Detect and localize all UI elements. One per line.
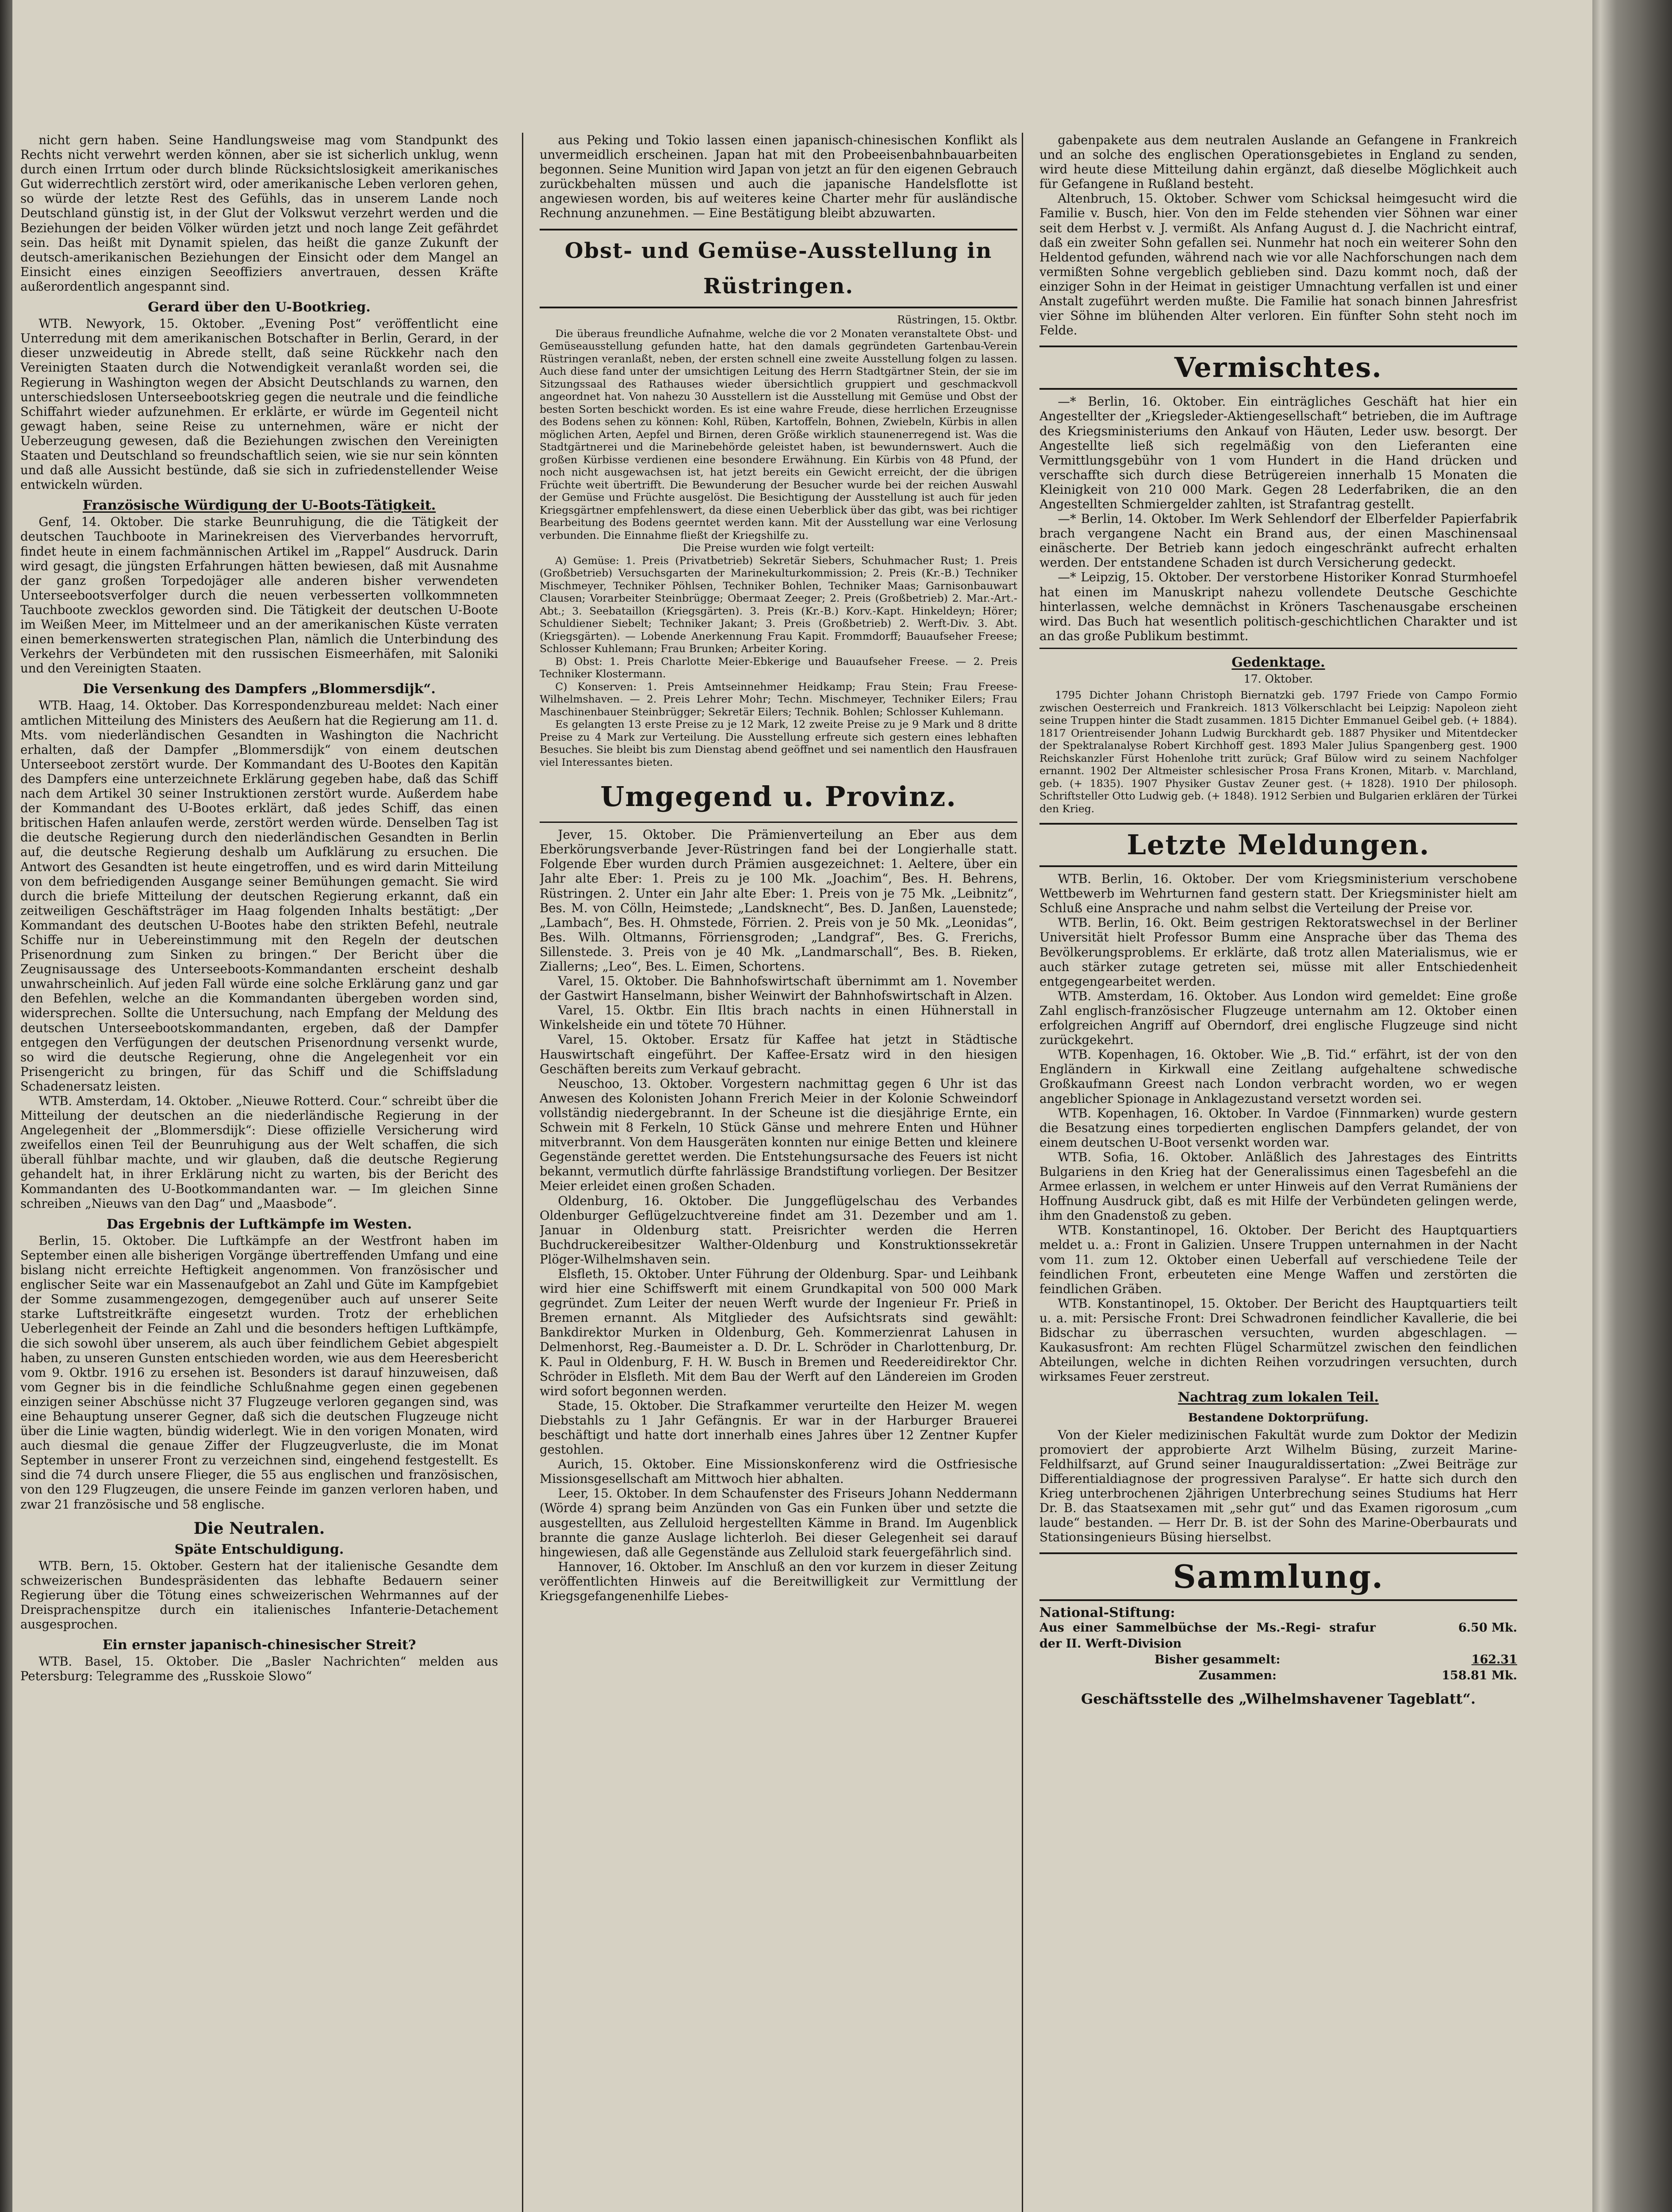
article-text: WTB. Sofia, 16. Oktober. Anläßlich des Jahrestages des Eintritts Bulgariens in den Krieg hat der Generalissimus einen Tagesbefehl an die Armee erlassen, in welchem er unter Hinweis auf den Verrat Rumäniens der Hoffnung Ausdruck gibt, daß es mit Hilfe der Verbündeten gelingen werde, ihm den Gnadenstoß zu geben. bbox=[1039, 1149, 1517, 1223]
donation-amount: 162.31 bbox=[1471, 1653, 1517, 1667]
section-headline: Umgegend u. Provinz. bbox=[600, 780, 957, 813]
article-text: nicht gern haben. Seine Handlungsweise mag vom Standpunkt des Rechts nicht verwehrt werden können, aber sie ist sicherlich unklug, wenn durch einen Irrtum oder durch blinde Rücksichtslosigkeit amerikanisches Gut widerrechtlich zerstört wird, oder amerikanische Leben verloren gehen, so würde der letzte Rest des Gefühls, das in unserem Lande noch Deutschland günstig ist, in der Glut der Volkswut verzehrt werden und die Beziehungen der beiden Völker würden jetzt und noch lange Zeit gefährdet sein. Das heißt mit Dynamit spielen, das heißt die ganze Zukunft der deutsch-amerikanischen Beziehungen der Einsicht oder dem Mangel an Einsicht eines einzigen Seeoffiziers anvertrauen, dessen Kräfte außerordentlich angespannt sind. bbox=[20, 133, 498, 294]
divider bbox=[540, 822, 1017, 823]
article-text: aus Peking und Tokio lassen einen japanisch-chinesischen Konflikt als unvermeidlich erscheinen. Japan hat mit den Probeeisenbahnbauarbeiten begonnen. Seine Munition wird Japan von jetzt an für den eigenen Gebrauch zurückbehalten müssen und auch die japanische Handelsflotte ist angewiesen worden, bis auf weiteres keine Charter mehr für ausländische Rechnung anzunehmen. — Eine Bestätigung bleibt abzuwarten. bbox=[540, 133, 1017, 221]
article-text: 1795 Dichter Johann Christoph Biernatzki geb. 1797 Friede von Campo Formio zwischen Oesterreich und Frankreich. 1813 Völkerschlacht bei Leipzig: Napoleon zieht seine Truppen hinter die Stadt zusammen. 1815 Dichter Emmanuel Geibel geb. (+ 1884). 1817 Orientreisender Johann Ludwig Burckhardt geb. 1887 Physiker und Mitentdecker der Spektralanalyse Robert Kirchhoff gest. 1893 Maler Julius Spangenberg gest. 1900 Reichskanzler Fürst Hohenlohe tritt zurück; Graf Bülow wird zu seinem Nachfolger ernannt. 1902 Der Altmeister schlesischer Prosa Frans Kronen, Mitarb. v. Marchland, geb. (+ 1835). 1907 Physiker Gustav Zeuner gest. (+ 1828). 1910 Der philosoph. Schriftsteller Otto Ludwig geb. (+ 1848). 1912 Serbien und Bulgarien erklären der Türkei den Krieg. bbox=[1039, 689, 1517, 815]
article-text: WTB. Berlin, 16. Oktober. Der vom Kriegsministerium verschobene Wettbewerb im Wehrturnen fand gestern statt. Der Kriegsminister hielt am Schluß eine Ansprache und nahm selbst die Verteilung der Preise vor. bbox=[1039, 872, 1517, 916]
article-text: Varel, 15. Oktbr. Ein Iltis brach nachts in einen Hühnerstall in Winkelsheide ein und tötete 70 Hühner. bbox=[540, 1003, 1017, 1033]
column-3 bbox=[1039, 133, 1517, 2212]
article-text: WTB. Newyork, 15. Oktober. „Evening Post“ veröffentlicht eine Unterredung mit dem amerikanischen Botschafter in Berlin, Gerard, in der dieser unzweideutig in Abrede stellt, daß seine Rückkehr nach den Vereinigten Staaten durch die Notwendigkeit veranlaßt worden sei, die Regierung in Washington wegen der Absicht Deutschlands zu warnen, den unterschiedslosen Unterseebootskrieg gegen die neutrale und die feindliche Schiffahrt wieder aufzunehmen. Er erklärte, er würde im Gegenteil nicht gewagt haben, seine Reise zu unternehmen, wäre er nicht der Ueberzeugung gewesen, daß die Beziehungen zwischen den Vereinigten Staaten und Deutschland so freundschaftlich seien, wie sie nur sein könnten und daß alle Aussicht bestünde, daß sie sich in zufriedenstellender Weise entwickeln würden. bbox=[20, 316, 498, 492]
prize-list: A) Gemüse: 1. Preis (Privatbetrieb) Sekretär Siebers, Schuhmacher Rust; 1. Preis (Großbetrieb) Versuchsgarten der Marinekulturkommission; 2. Preis (Kr.-B.) Techniker Mischmeyer, Techniker Pöhlsen, Techniker Bohlen, Techniker Maas; Garnisonbauwart Clausen; Vorarbeiter Steinbrügge; Obermaat Zeeger; 2. Preis (Großbetrieb) 2. Mar.-Art.-Abt.; 3. Seebataillon (Kriegsgärten). 3. Preis (Kr.-B.) Korv.-Kapt. Hinkeldeyn; Hörer; Schuldiener Siebelt; Techniker Jakant; 3. Preis (Großbetrieb) 2. Werft-Div. 3. Abt. (Kriegsgärten). — Lobende Anerkennung Frau Kapit. Frommdorff; Bauaufseher Freese; Schlosser Kuhlemann; Frau Brunken; Arbeiter Koring. bbox=[540, 554, 1017, 655]
article-text: Varel, 15. Oktober. Die Bahnhofswirtschaft übernimmt am 1. November der Gastwirt Hanselmann, bisher Weinwirt der Bahnhofswirtschaft in Alzen. bbox=[540, 974, 1017, 1003]
donation-label: Aus einer Sammelbüchse der Ms.-Regi- strafur der II. Werft-Division bbox=[1039, 1621, 1376, 1651]
publisher-footer: Geschäftsstelle des „Wilhelmshavener Tageblatt“. bbox=[1081, 1690, 1476, 1708]
article-text: Jever, 15. Oktober. Die Prämienverteilung an Eber aus dem Eberkörungsverbande Jever-Rüstringen fand bei der Longierhalle statt. Folgende Eber wurden durch Prämien ausgezeichnet: 1. Aeltere, über ein Jahr alte Eber: 1. Preis zu je 100 Mk. „Joachim“, Bes. H. Behrens, Rüstringen. 2. Unter ein Jahr alte Eber: 1. Preis von je 75 Mk. „Leibnitz“, Bes. M. von Cölln, Heimstede; „Landsknecht“, Bes. D. Janßen, Lauenstede; „Lambach“, Bes. H. Ohmstede, Förrien. 2. Preis von je 50 Mk. „Leonidas“, Bes. Wilh. Oltmanns, Förriensgroden; „Landgraf“, Bes. G. Frerichs, Sillenstede. 3. Preis von je 40 Mk. „Landmarschall“, Bes. B. Rieken, Ziallerns; „Leo“, Bes. L. Eimen, Schortens. bbox=[540, 827, 1017, 974]
article-text: Berlin, 15. Oktober. Die Luftkämpfe an der Westfront haben im September einen alle bisherigen Vorgänge übertreffenden Umfang und eine bislang nicht erreichte Heftigkeit angenommen. Von französischer und englischer Seite war ein Massenaufgebot an Zahl und Güte im Kampfgebiet der Somme zusammengezogen, demgegenüber auch auf unserer Seite starke Luftstreitkräfte eingesetzt wurden. Trotz der erheblichen Ueberlegenheit der Feinde an Zahl und die besonders heftigen Luftkämpfe, die sich sowohl über unserem, als auch über feindlichem Gebiet abgespielt haben, zu unseren Gunsten entschieden worden, wie aus dem Heeresbericht vom 9. Oktbr. 1916 zu ersehen ist. Besonders ist darauf hinzuweisen, daß vom Gegner bis in die feindliche Schlußnahme gegen einen gegebenen einzigen seiner Abschüsse nicht 37 Flugzeuge verloren gegangen sind, was eine Behauptung unserer Gegner, daß sich die deutschen Flugzeuge nicht über die Linie wagten, bündig widerlegt. Wie in den vorigen Monaten, wird auch diesmal die genaue Ziffer der Flugzeugverluste, die im Monat September in unserer Front zu verzeichnen sind, eingehend festgestellt. Es sind die 74 durch unsere Flieger, die 55 aus englischen und französischen, von den 129 Flugzeugen, die unsere Feinde im ganzen verloren haben, und zwar 21 französische und 58 englische. bbox=[20, 1233, 498, 1512]
dateline: Rüstringen, 15. Oktbr. bbox=[897, 313, 1017, 326]
article-text: Neuschoo, 13. Oktober. Vorgestern nachmittag gegen 6 Uhr ist das Anwesen des Kolonisten Johann Frerich Meier in der Kolonie Schweindorf vollständig niedergebrannt. In der Scheune ist die diesjährige Ernte, ein Schwein mit 8 Ferkeln, 10 Stück Gänse und mehrere Enten und Hühner mitverbrannt. Von dem Hausgeräten konnten nur einige Betten und kleinere Gegenstände gerettet werden. Die Entstehungsursache des Feuers ist nicht bekannt, vermutlich dürfte fahrlässige Brandstiftung vorliegen. Der Besitzer Meier erleidet einen großen Schaden. bbox=[540, 1076, 1017, 1194]
article-text: WTB. Amsterdam, 14. Oktober. „Nieuwe Rotterd. Cour.“ schreibt über die Mitteilung der deutschen an die niederländische Regierung in der Angelegenheit der „Blommersdijk“: Diese offizielle Versicherung wird zweifellos einen Teil der Beunruhigung aus der Welt schaffen, die sich überall fühlbar machte, und wir glauben, daß die deutsche Regierung gehandelt hat, in ihrer Erklärung nicht zu warten, bis der Bericht des Kommandanten des U-Bootkommandanten war. — Im gleichen Sinne schreiben „Nieuws van den Dag“ und „Maasbode“. bbox=[20, 1094, 498, 1211]
article-text: Stade, 15. Oktober. Die Strafkammer verurteilte den Heizer M. wegen Diebstahls zu 1 Jahr Gefängnis. Er war in der Harburger Brauerei beschäftigt und hatte dort innerhalb eines Jahres über 12 Zentner Kupfer gestohlen. bbox=[540, 1398, 1017, 1457]
article-text: —* Berlin, 16. Oktober. Ein einträgliches Geschäft hat hier ein Angestellter der „Kriegsleder-Aktiengesellschaft“ betrieben, die im Auftrage des Kriegsministeriums den Ankauf von Häuten, Leder usw. besorgt. Der Angestellte ließ sich regelmäßig von den Lieferanten eine Vermittlungsgebühr von 1 vom Hundert in die Hand drücken und verschaffte sich durch diese Betrügereien innerhalb 15 Monaten die Kleinigkeit von 210 000 Mark. Gegen 28 Lederfabriken, die an den Angestellten Schmiergelder zahlten, ist Strafantrag gestellt. bbox=[1039, 394, 1517, 511]
donation-amount: 6.50 Mk. bbox=[1458, 1621, 1517, 1635]
article-headline: Die Versenkung des Dampfers „Blommersdijk“. bbox=[83, 681, 436, 697]
column-2 bbox=[540, 133, 1017, 2212]
column-1 bbox=[20, 133, 498, 2212]
section-headline: Letzte Meldungen. bbox=[1039, 823, 1517, 867]
article-text: WTB. Berlin, 16. Okt. Beim gestrigen Rektoratswechsel in der Berliner Universität hielt Professor Bumm eine Ansprache über das Thema des Bevölkerungsproblems. Er erklärte, daß trotz allen Materialismus, wie er auch stärker zutage getreten sei, müsse mit aller Entschiedenheit entgegengearbeitet werden. bbox=[1039, 915, 1517, 989]
article-text: WTB. Amsterdam, 16. Oktober. Aus London wird gemeldet: Eine große Zahl englisch-französischer Flugzeuge unternahm am 12. Oktober einen erfolgreichen Angriff auf Oberndorf, drei englische Flugzeuge sind nicht zurückgekehrt. bbox=[1039, 988, 1517, 1048]
donation-row bbox=[1039, 1620, 1517, 1652]
article-text: Von der Kieler medizinischen Fakultät wurde zum Doktor der Medizin promoviert der approbierte Arzt Wilhelm Büsing, zurzeit Marine-Feldhilfsarzt, auf Grund seiner Inauguraldissertation: „Zwei Beiträge zur Differentialdiagnose der progressiven Paralyse“. Er hatte sich durch den Krieg unterbrochenen 2jährigen Unterbrechung seines Studiums hat Herr Dr. B. das Staatsexamen mit „sehr gut“ und das Examen rigorosum „cum laude“ bestanden. — Herr Dr. B. ist der Sohn des Marine-Oberbaurats und Stationsingenieurs Büsing hierselbst. bbox=[1039, 1427, 1517, 1545]
article-text: Die Preise wurden wie folgt verteilt: bbox=[683, 541, 874, 554]
article-text: Altenbruch, 15. Oktober. Schwer vom Schicksal heimgesucht wird die Familie v. Busch, hier. Von den im Felde stehenden vier Söhnen war einer seit dem Herbst v. J. vermißt. Als Anfang August d. J. die Nachricht eintraf, daß ein zweiter Sohn gefallen sei. Nunmehr hat noch ein weiterer Sohn den Heldentod gefunden, während nach wie vor alle Nachforschungen nach dem vermißten Sohne vergeblich geblieben sind. Dazu kommt noch, daß der einziger Sohn in der Heimat in geistiger Umnachtung verfallen ist und einer Anstalt zugeführt werden mußte. Die Familie hat sonach binnen Jahresfrist vier Söhne im blühenden Alter verloren. Ein fünfter Sohn steht noch im Felde. bbox=[1039, 191, 1517, 338]
article-text: Oldenburg, 16. Oktober. Die Junggeflügelschau des Verbandes Oldenburger Geflügelzuchtvereine findet am 31. Dezember und am 1. Januar in Oldenburg statt. Preisrichter werden die Herren Buchdruckereibesitzer Walther-Oldenburg und Konstruktionssekretär Plöger-Wilhelmshaven sein. bbox=[540, 1193, 1017, 1267]
article-text: Die überaus freundliche Aufnahme, welche die vor 2 Monaten veranstaltete Obst- und Gemüseausstellung gefunden hatte, hat den damals gegründeten Gartenbau-Verein Rüstringen veranlaßt, neben, der ersten schnell eine zweite Ausstellung folgen zu lassen. Auch diese fand unter der umsichtigen Leitung des Herrn Stadtgärtner Stein, der sie im Sitzungssaal des Rathauses wieder übersichtlich gruppiert und geschmackvoll angeordnet hat. Von nahezu 30 Ausstellern ist die Ausstellung mit Gemüse und Obst der besten Sorten beschickt worden. Es ist eine wahre Freude, diese herrlichen Erzeugnisse des Bodens sehen zu können: Kohl, Rüben, Kartoffeln, Bohnen, Zwiebeln, Kürbis in allen möglichen Arten, Aepfel und Birnen, deren Größe wirklich staunenerregend ist. Was die Stadtgärtnerei und die Marinebehörde geleistet haben, ist bewundernswert. Auch die großen Kürbisse verdienen eine besondere Erwähnung. Ein Kürbis von 48 Pfund, der noch nicht ausgewachsen ist, hat jetzt bereits ein Gewicht erreicht, der die übrigen Früchte weit übertrifft. Die Bewunderung der Besucher wurde bei der reichen Auswahl der Gemüse und Früchte ausgelöst. Die Besichtigung der Ausstellung ist auch für jeden Kriegsgärtner empfehlenswert, da diese einen Ueberblick über das gibt, was bei richtiger Bearbeitung des Bodens geerntet werden kann. Mit der Ausstellung war eine Verlosung verbunden. Die Einnahme fließt der Kriegshilfe zu. bbox=[540, 327, 1017, 541]
article-subheadline: Bestandene Doktorprüfung. bbox=[1188, 1411, 1369, 1425]
divider bbox=[1039, 648, 1517, 649]
article-headline: Das Ergebnis der Luftkämpfe im Westen. bbox=[106, 1216, 412, 1232]
article-text: Elsfleth, 15. Oktober. Unter Führung der Oldenburg. Spar- und Leihbank wird hier eine Schiffswerft mit einem Grundkapital von 500 000 Mark gegründet. Zum Leiter der neuen Werft wurde der Ingenieur Fr. Prieß in Bremen ernannt. Als Mitglieder des Aufsichtsrats sind gewählt: Bankdirektor Murken in Oldenburg, Geh. Kommerzienrat Lahusen in Delmenhorst, Reg.-Baumeister a. D. Dr. L. Schröder in Charlottenburg, Dr. K. Paul in Oldenburg, F. H. W. Busch in Bremen und Reedereidirektor Chr. Schröder in Elsfleth. Mit dem Bau der Werft auf den Ländereien im Groden wird sofort begonnen werden. bbox=[540, 1266, 1017, 1398]
article-subheadline: Späte Entschuldigung. bbox=[174, 1541, 344, 1557]
article-text: WTB. Bern, 15. Oktober. Gestern hat der italienische Gesandte dem schweizerischen Bundespräsidenten das lebhafte Bedauern seiner Regierung über die Tötung eines schweizerischen Wehrmannes auf der Dreisprachenspitze durch ein italienisches Infanterie-Detachement ausgesprochen. bbox=[20, 1558, 498, 1632]
donation-label: Bisher gesammelt: bbox=[1154, 1653, 1281, 1667]
donation-row bbox=[1039, 1668, 1517, 1684]
section-headline: Die Neutralen. bbox=[193, 1519, 325, 1538]
section-headline: Obst- und Gemüse-Ausstellung in Rüstringen. bbox=[540, 229, 1017, 308]
article-text: Varel, 15. Oktober. Ersatz für Kaffee hat jetzt in Städtische Hauswirtschaft eingeführt. Der Kaffee-Ersatz wird in den hiesigen Geschäften bereits zum Verkauf gebracht. bbox=[540, 1032, 1017, 1076]
article-text: WTB. Konstantinopel, 15. Oktober. Der Bericht des Hauptquartiers teilt u. a. mit: Persische Front: Drei Schwadronen feindlicher Kavallerie, die bei Bidschar zu überraschen versuchten, wurden abgeschlagen. — Kaukasusfront: Am rechten Flügel Scharmützel zwischen den feindlichen Abteilungen, welche in dichten Reihen vorzudringen versuchten, durch wirksames Feuer zerstreut. bbox=[1039, 1296, 1517, 1384]
fund-title: National-Stiftung: bbox=[1039, 1605, 1175, 1621]
article-text: WTB. Kopenhagen, 16. Oktober. Wie „B. Tid.“ erfährt, ist der von den Engländern in Kirkwall eine Zeitlang aufgehaltene schwedische Großkaufmann Greest nach London verbracht worden, wo er wegen angeblicher Spionage in Anklagezustand versetzt worden sei. bbox=[1039, 1047, 1517, 1106]
article-text: Genf, 14. Oktober. Die starke Beunruhigung, die die Tätigkeit der deutschen Tauchboote in Marinekreisen des Vierverbandes hervorruft, findet heute in einem fachmännischen Artikel im „Rappel“ Ausdruck. Darin wird gesagt, die jüngsten Erfahrungen hätten bewiesen, daß mit Ausnahme der ganz großen Torpedojäger alle anderen bisher verwendeten Unterseebootsverfolger durch die neuen verbesserten vollkommneten Tauchboote zwecklos geworden sind. Die Tätigkeit der deutschen U-Boote im Weißen Meer, im Mittelmeer und an der amerikanischen Küste verraten einen bemerkenswerten strategischen Plan, nämlich die Unterbindung des Verkehrs der Verbündeten mit den russischen Eismeerhäfen, mit Saloniki und den Vereinigten Staaten. bbox=[20, 515, 498, 676]
article-text: Aurich, 15. Oktober. Eine Missionskonferenz wird die Ostfriesische Missionsgesellschaft am Mittwoch hier abhalten. bbox=[540, 1457, 1017, 1486]
article-text: WTB. Konstantinopel, 16. Oktober. Der Bericht des Hauptquartiers meldet u. a.: Front in Galizien. Unsere Truppen unternahmen in der Nacht vom 11. zum 12. Oktober einen Ueberfall auf verschiedene Teile der feindlichen Front, erbeuteten eine Menge Waffen und zerstörten die feindlichen Gräben. bbox=[1039, 1223, 1517, 1296]
right-page-edge bbox=[1592, 0, 1672, 2212]
article-text: WTB. Haag, 14. Oktober. Das Korrespondenzbureau meldet: Nach einer amtlichen Mitteilung des Ministers des Aeußern hat die Regierung am 11. d. Mts. vom niederländischen Gesandten in Washington die Nachricht erhalten, daß der Dampfer „Blommersdijk“ von einem deutschen Unterseeboot zerstört wurde. Der Kommandant des U-Bootes den Kapitän des Dampfers eine unterzeichnete Erklärung gegeben habe, daß das Schiff nach dem Artikel 30 seiner Instruktionen zerstört wurde. Außerdem habe der Kommandant des U-Bootes erklärt, daß jedes Schiff, das einen britischen Hafen anlaufen werde, zerstört werden würde. Denselben Tag ist die deutsche Regierung durch den niederländischen Gesandten in Berlin auf, die deutsche Regierung deshalb um Aufklärung zu ersuchen. Die Antwort des Gesandten ist heute eingetroffen, und es wird darin Mitteilung von dem befriedigenden Ausgange seiner Bemühungen gemacht. Sie wird durch die briefe Mitteilung der deutschen Regierung erkannt, daß ein zeitweiligen Geschäftsträger im Haag folgenden Inhalts bestätigt: „Der Kommandant des deutschen U-Bootes habe den strikten Befehl, neutrale Schiffe nur in Uebereinstimmung mit den Regeln der deutschen Prisenordnung zum Sinken zu bringen.“ Der Bericht über die Zeugnisaussage des Unterseeboots-Kommandanten erscheint deshalb unwahrscheinlich. Auf jeden Fall würde eine solche Erklärung ganz und gar den Befehlen, welche an die Kommandanten übergeben worden sind, widersprechen. Sollte die Untersuchung, nach Empfang der Meldung des deutschen Unterseebootskommandanten, ergeben, daß der Dampfer entgegen den Verfügungen der deutschen Prisenordnung versenkt wurde, so wird die deutsche Regierung, ohne die Angelegenheit vor ein Prisengericht zu bringen, für das Schiff und die Schiffsladung Schadenersatz leisten. bbox=[20, 698, 498, 1094]
article-headline: Ein ernster japanisch-chinesischer Streit? bbox=[102, 1637, 416, 1653]
left-page-edge bbox=[0, 0, 12, 2212]
article-text: Es gelangten 13 erste Preise zu je 12 Mark, 12 zweite Preise zu je 9 Mark und 8 dritte Preise zu 4 Mark zur Verteilung. Die Ausstellung erfreute sich gestern eines lebhaften Besuches. Sie bleibt bis zum Dienstag abend geöffnet und sei namentlich den Hausfrauen viel Interessantes bieten. bbox=[540, 718, 1017, 768]
article-text: Leer, 15. Oktober. In dem Schaufenster des Friseurs Johann Neddermann (Wörde 4) sprang beim Anzünden von Gas ein Funken über und setzte die ausgestellten, aus Zelluloid hergestellten Kämme in Brand. Im Augenblick brannte die ganze Auslage lichterloh. Bei dieser Gelegenheit sei darauf hingewiesen, daß alle Gegenstände aus Zelluloid stark feuergefährlich sind. bbox=[540, 1486, 1017, 1559]
prize-list: C) Konserven: 1. Preis Amtseinnehmer Heidkamp; Frau Stein; Frau Freese-Wilhelmshaven. — 2. Preis Lehrer Mohr; Techn. Mischmeyer, Techniker Eilers; Frau Maschinenbauer Steinbrügger; Sekretär Eilers; Technik. Bohlen; Schlosser Kuhlemann. bbox=[540, 680, 1017, 718]
donation-table bbox=[1039, 1620, 1517, 1684]
newspaper-page bbox=[12, 0, 1592, 2212]
article-text: Hannover, 16. Oktober. Im Anschluß an den vor kurzem in dieser Zeitung veröffentlichten Hinweis auf die Bereitwilligkeit zur Vermittlung der Kriegsgefangenenhilfe Liebes- bbox=[540, 1559, 1017, 1604]
column-rule bbox=[1022, 133, 1023, 2212]
donation-row bbox=[1039, 1652, 1517, 1668]
article-text: —* Leipzig, 15. Oktober. Der verstorbene Historiker Konrad Sturmhoefel hat einen im Manuskript nahezu vollendete Deutsche Geschichte hinterlassen, welche demnächst in Kröners Taschenausgabe erscheinen wird. Das Buch hat wesentlich politisch-geschichtlichen Charakter und ist an das große Publikum bestimmt. bbox=[1039, 570, 1517, 643]
article-text: gabenpakete aus dem neutralen Auslande an Gefangene in Frankreich und an solche des englischen Operationsgebietes in England zu senden, wird heute diese Mitteilung dahin ergänzt, daß dieselbe Möglichkeit auch für Gefangene in Rußland besteht. bbox=[1039, 133, 1517, 192]
article-text: WTB. Kopenhagen, 16. Oktober. In Vardoe (Finnmarken) wurde gestern die Besatzung eines torpedierten englischen Dampfers gelandet, der von einem deutschen U-Boot versenkt worden war. bbox=[1039, 1106, 1517, 1150]
article-headline: Gedenktage. bbox=[1231, 654, 1325, 670]
column-rule bbox=[522, 133, 523, 2212]
article-subheadline: 17. Oktober. bbox=[1243, 672, 1313, 685]
article-headline: Gerard über den U-Bootkrieg. bbox=[148, 300, 371, 315]
prize-list: B) Obst: 1. Preis Charlotte Meier-Ebkerige und Bauaufseher Freese. — 2. Preis Techniker Klostermann. bbox=[540, 655, 1017, 680]
article-text: —* Berlin, 14. Oktober. Im Werk Sehlendorf der Elberfelder Papierfabrik brach vergangene Nacht ein Brand aus, der einen Maschinensaal einäscherte. Der Betrieb kann jedoch eingeschränkt aufrecht erhalten werden. Der entstandene Schaden ist durch Versicherung gedeckt. bbox=[1039, 511, 1517, 570]
article-headline: Französische Würdigung der U-Boots-Tätigkeit. bbox=[82, 498, 436, 514]
donation-amount: 158.81 Mk. bbox=[1442, 1669, 1517, 1683]
section-headline: Vermischtes. bbox=[1039, 346, 1517, 390]
donation-label: Zusammen: bbox=[1199, 1669, 1277, 1683]
article-text: WTB. Basel, 15. Oktober. Die „Basler Nachrichten“ melden aus Petersburg: Telegramme des „Russkoie Slowo“ bbox=[20, 1654, 498, 1684]
section-headline: Sammlung. bbox=[1039, 1552, 1517, 1601]
article-headline: Nachtrag zum lokalen Teil. bbox=[1177, 1390, 1379, 1406]
